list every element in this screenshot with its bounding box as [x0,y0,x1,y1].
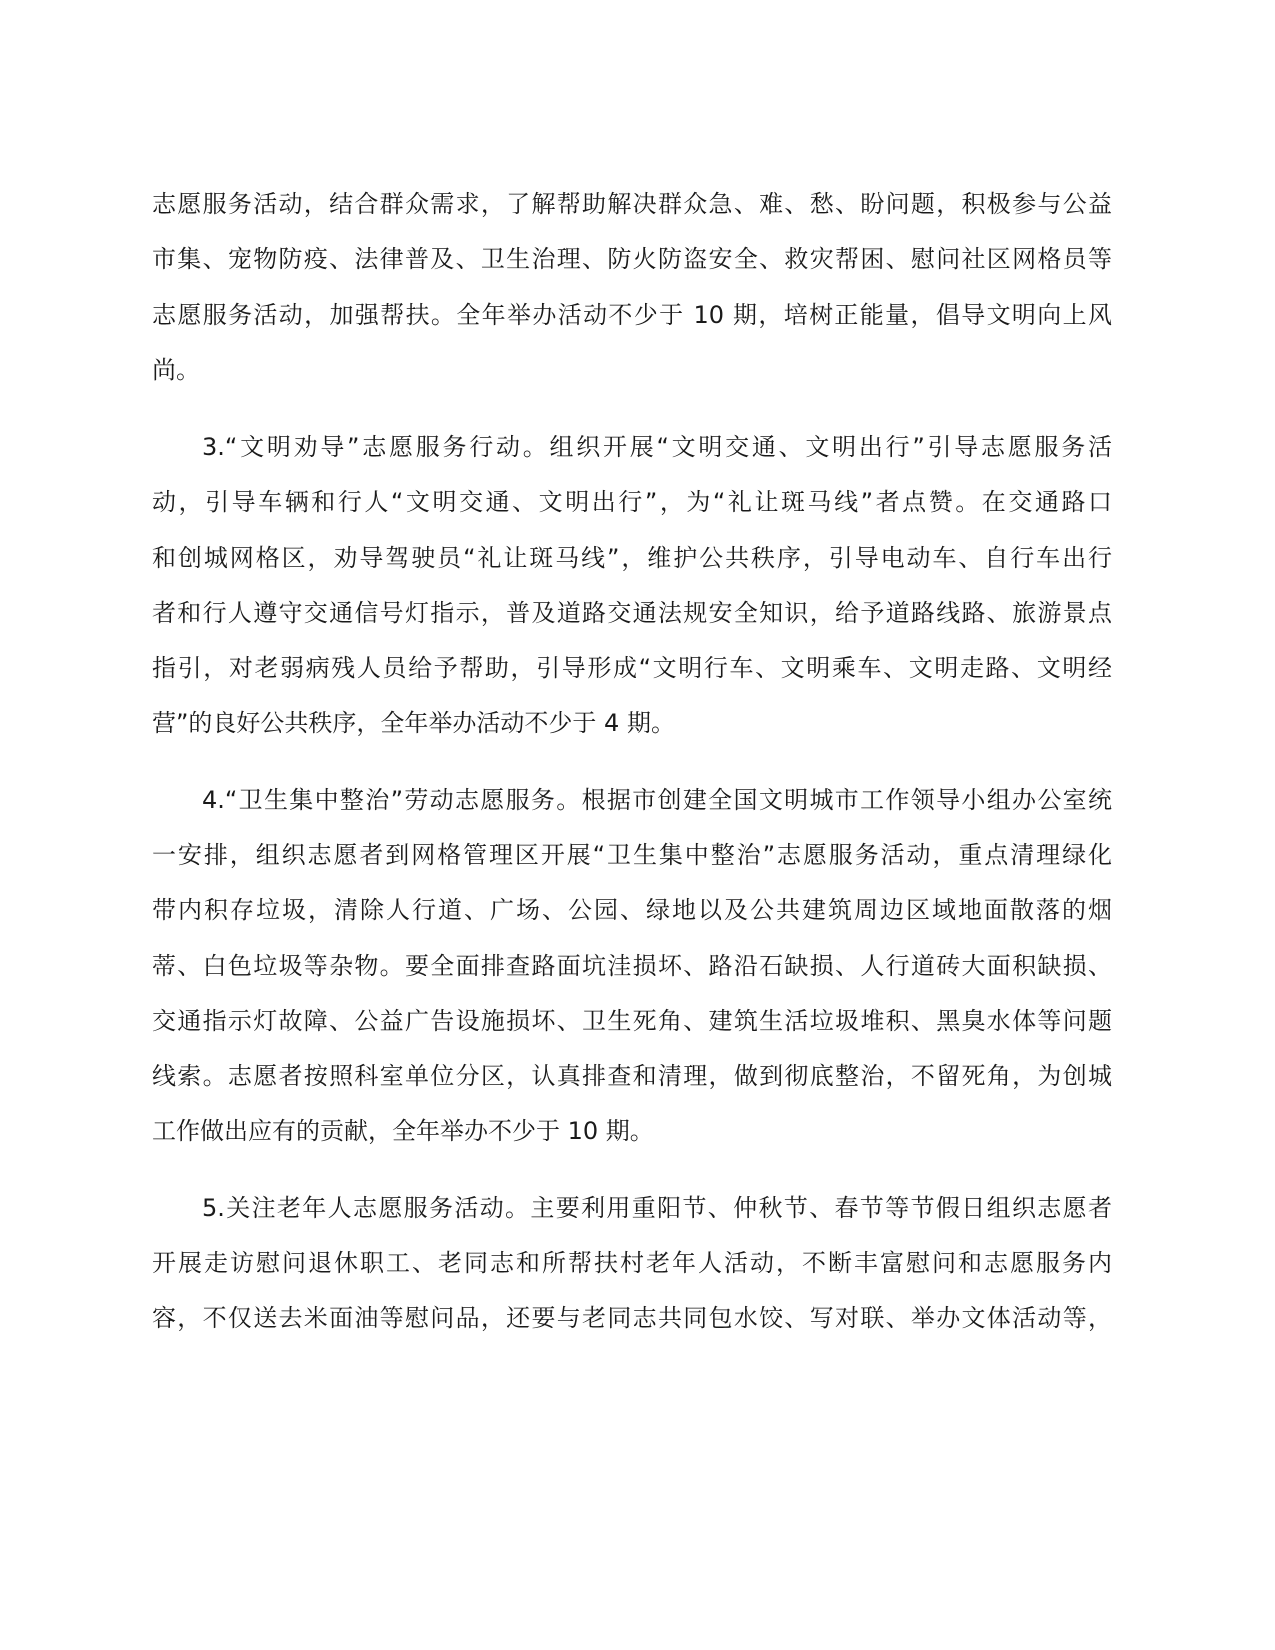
text-line: 一安排，组织志愿者到网格管理区开展“卫生集中整治”志愿服务活动，重点清理绿化 [152,841,1112,869]
text-line: 市集、宠物防疫、法律普及、卫生治理、防火防盗安全、救灾帮困、慰问社区网格员等 [152,245,1112,273]
text-line: 和创城网格区，劝导驾驶员“礼让斑马线”，维护公共秩序，引导电动车、自行车出行 [152,544,1112,572]
text-line: 带内积存垃圾，清除人行道、广场、公园、绿地以及公共建筑周边区域地面散落的烟 [152,896,1112,924]
text-line: 5.关注老年人志愿服务活动。主要利用重阳节、仲秋节、春节等节假日组织志愿者 [202,1194,1112,1222]
text-line: 容，不仅送去米面油等慰问品，还要与老同志共同包水饺、写对联、举办文体活动等， [152,1304,1112,1332]
text-line: 者和行人遵守交通信号灯指示，普及道路交通法规安全知识，给予道路线路、旅游景点 [152,599,1112,627]
text-line: 营”的良好公共秩序，全年举办活动不少于 4 期。 [152,709,675,737]
text-line: 工作做出应有的贡献，全年举办不少于 10 期。 [152,1117,654,1145]
text-line: 指引，对老弱病残人员给予帮助，引导形成“文明行车、文明乘车、文明走路、文明经 [152,654,1112,682]
text-line: 3.“文明劝导”志愿服务行动。组织开展“文明交通、文明出行”引导志愿服务活 [202,433,1112,461]
text-line: 尚。 [152,356,200,384]
text-line: 志愿服务活动，加强帮扶。全年举办活动不少于 10 期，培树正能量，倡导文明向上风 [152,301,1112,329]
text-line: 4.“卫生集中整治”劳动志愿服务。根据市创建全国文明城市工作领导小组办公室统 [202,786,1112,814]
text-line: 线索。志愿者按照科室单位分区，认真排查和清理，做到彻底整治，不留死角，为创城 [152,1062,1112,1090]
text-line: 开展走访慰问退休职工、老同志和所帮扶村老年人活动，不断丰富慰问和志愿服务内 [152,1249,1112,1277]
text-line: 交通指示灯故障、公益广告设施损坏、卫生死角、建筑生活垃圾堆积、黑臭水体等问题 [152,1007,1112,1035]
text-line: 蒂、白色垃圾等杂物。要全面排查路面坑洼损坏、路沿石缺损、人行道砖大面积缺损、 [152,952,1112,980]
text-line: 动，引导车辆和行人“文明交通、文明出行”，为“礼让斑马线”者点赞。在交通路口 [152,488,1112,516]
text-line: 志愿服务活动，结合群众需求，了解帮助解决群众急、难、愁、盼问题，积极参与公益 [152,190,1112,218]
